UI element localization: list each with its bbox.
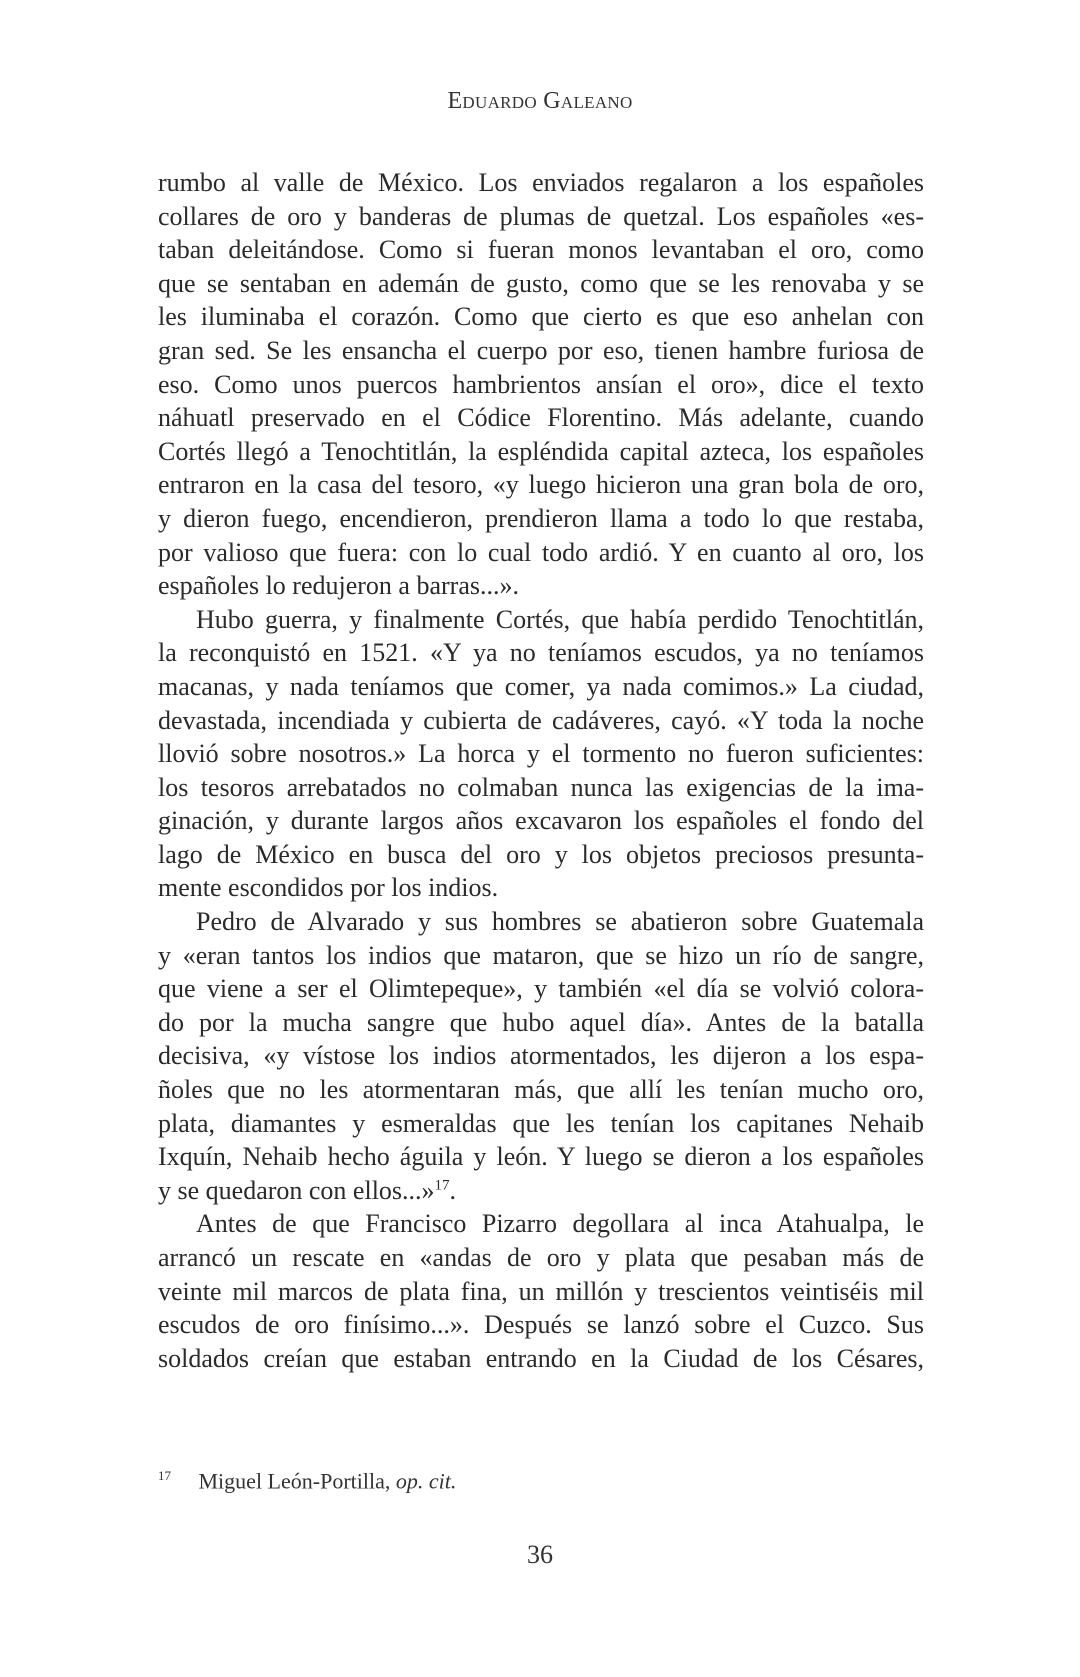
text-line-content: la reconquistó en 1521. «Y ya no teníamos escudos, ya no teníamos bbox=[158, 638, 924, 668]
text-line bbox=[158, 1275, 924, 1309]
text-line-content: y «eran tantos los indios que mataron, que se hizo un río de sangre, bbox=[158, 940, 924, 970]
text-line-content: Hubo guerra, y finalmente Cortés, que había perdido Tenochtitlán, bbox=[196, 604, 924, 634]
text-line-content: náhuatl preservado en el Códice Florentino. Más adelante, cuando bbox=[158, 403, 924, 433]
text-line bbox=[158, 972, 924, 1006]
text-line bbox=[158, 771, 924, 805]
text-line-content: Pedro de Alvarado y sus hombres se abatieron sobre Guatemala bbox=[196, 907, 924, 937]
text-line-suffix: . bbox=[449, 1175, 457, 1205]
footnote-number: 17 bbox=[158, 1468, 171, 1483]
text-line-content: rumbo al valle de México. Los enviados regalaron a los españoles bbox=[158, 168, 924, 197]
text-line bbox=[158, 1241, 924, 1275]
text-line bbox=[158, 1174, 924, 1208]
text-line bbox=[158, 871, 924, 905]
text-line-content: devastada, incendiada y cubierta de cadáveres, cayó. «Y toda la noche bbox=[158, 705, 924, 735]
footnote bbox=[158, 1468, 456, 1494]
text-line-content: entraron en la casa del tesoro, «y luego hicieron una gran bola de oro, bbox=[158, 470, 924, 500]
page-number: 36 bbox=[527, 1540, 553, 1569]
text-line bbox=[158, 603, 924, 637]
text-line bbox=[158, 401, 924, 435]
footnote-reference: 17 bbox=[434, 1177, 450, 1194]
text-line-content: taban deleitándose. Como si fueran monos levantaban el oro, como bbox=[158, 235, 924, 265]
text-line bbox=[158, 1073, 924, 1107]
text-line bbox=[158, 1107, 924, 1141]
text-line bbox=[158, 300, 924, 334]
text-line bbox=[158, 569, 924, 603]
text-line-content: veinte mil marcos de plata fina, un millón y trescientos veintiséis mil bbox=[158, 1276, 924, 1306]
text-line bbox=[158, 536, 924, 570]
text-line bbox=[158, 704, 924, 738]
text-line-content: do por la mucha sangre que hubo aquel día». Antes de la batalla bbox=[158, 1007, 924, 1037]
running-header-author: Eduardo Galeano bbox=[447, 88, 633, 114]
text-line bbox=[158, 334, 924, 368]
text-line bbox=[158, 737, 924, 771]
text-line-content: llovió sobre nosotros.» La horca y el tormento no fueron suficientes: bbox=[158, 739, 924, 769]
footnote-text: Miguel León-Portilla, bbox=[198, 1468, 391, 1494]
text-line-content: ñoles que no les atormentaran más, que allí les tenían mucho oro, bbox=[158, 1075, 924, 1105]
text-line bbox=[158, 267, 924, 301]
text-line bbox=[158, 670, 924, 704]
text-line bbox=[158, 502, 924, 536]
footnote-italic: op. cit. bbox=[395, 1468, 457, 1494]
text-line bbox=[158, 166, 924, 200]
text-line bbox=[158, 1039, 924, 1073]
text-line-content: soldados creían que estaban entrando en la Ciudad de los Césares, bbox=[158, 1343, 924, 1373]
text-line bbox=[158, 1140, 924, 1174]
text-line-content: plata, diamantes y esmeraldas que les tenían los capitanes Nehaib bbox=[158, 1108, 924, 1138]
text-line-content: les iluminaba el corazón. Como que cierto es que eso anhelan con bbox=[158, 302, 924, 332]
text-line-content: los tesoros arrebatados no colmaban nunca las exigencias de la ima- bbox=[158, 772, 924, 802]
text-line bbox=[158, 1207, 924, 1241]
text-line bbox=[158, 1342, 924, 1376]
text-line-content: macanas, y nada teníamos que comer, ya nada comimos.» La ciudad, bbox=[158, 671, 924, 701]
text-line-content: y dieron fuego, encendieron, prendieron llama a todo lo que restaba, bbox=[158, 503, 924, 533]
text-line-content: españoles lo redujeron a barras...». bbox=[158, 571, 519, 601]
text-line bbox=[158, 1006, 924, 1040]
text-line-content: que viene a ser el Olimtepeque», y también «el día se volvió colora- bbox=[158, 974, 924, 1004]
text-line bbox=[158, 939, 924, 973]
text-line-content: mente escondidos por los indios. bbox=[158, 873, 499, 903]
text-line-content: eso. Como unos puercos hambrientos ansían el oro», dice el texto bbox=[158, 369, 924, 399]
text-line-content: por valioso que fuera: con lo cual todo ardió. Y en cuanto al oro, los bbox=[158, 537, 924, 567]
text-line bbox=[158, 200, 924, 234]
body-text bbox=[158, 166, 924, 1375]
text-line-content: y se quedaron con ellos...» bbox=[158, 1175, 435, 1205]
text-line bbox=[158, 838, 924, 872]
text-line-content: escudos de oro finísimo...». Después se lanzó sobre el Cuzco. Sus bbox=[158, 1310, 924, 1340]
text-line-content: Antes de que Francisco Pizarro degollara al inca Atahualpa, le bbox=[196, 1209, 924, 1239]
text-line-content: gran sed. Se les ensancha el cuerpo por eso, tienen hambre furiosa de bbox=[158, 335, 924, 365]
text-line bbox=[158, 368, 924, 402]
text-line bbox=[158, 804, 924, 838]
text-line bbox=[158, 1308, 924, 1342]
text-line bbox=[158, 468, 924, 502]
text-line-content: collares de oro y banderas de plumas de quetzal. Los españoles «es- bbox=[158, 201, 924, 231]
text-line-content: Ixquín, Nehaib hecho águila y león. Y luego se dieron a los españoles bbox=[158, 1142, 924, 1172]
text-line-content: decisiva, «y vístose los indios atormentados, les dijeron a los espa- bbox=[158, 1041, 924, 1071]
text-line-content: Cortés llegó a Tenochtitlán, la espléndida capital azteca, los españoles bbox=[158, 436, 924, 466]
text-line-content: ginación, y durante largos años excavaron los españoles el fondo del bbox=[158, 806, 924, 836]
text-line-content: lago de México en busca del oro y los objetos preciosos presunta- bbox=[158, 839, 924, 869]
text-line bbox=[158, 636, 924, 670]
text-line-content: arrancó un rescate en «andas de oro y plata que pesaban más de bbox=[158, 1243, 924, 1272]
text-line bbox=[158, 435, 924, 469]
text-line bbox=[158, 905, 924, 939]
text-line-content: que se sentaban en ademán de gusto, como que se les renovaba y se bbox=[158, 268, 924, 298]
text-line bbox=[158, 233, 924, 267]
